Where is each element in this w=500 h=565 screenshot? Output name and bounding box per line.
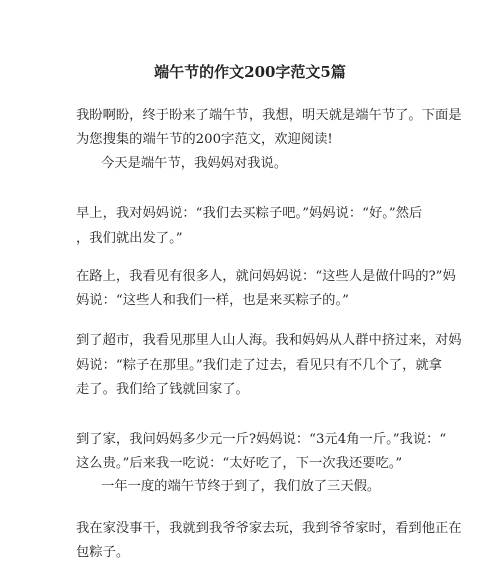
paragraph-line: 一年一度的端午节终于到了，我们放了三天假。	[101, 479, 381, 494]
document-title: 端午节的作文200字范文5篇	[154, 63, 346, 81]
paragraph-line: 这么贵。”后来我一吃说：“太好吃了，下一次我还要吃。”	[76, 456, 403, 471]
paragraph-line: 妈说：“粽子在那里。”我们走了过去，看见只有不几个了，就拿	[76, 358, 442, 373]
paragraph-line: 在路上，我看见有很多人，就问妈妈说：“这些人是做什吗的?”妈	[76, 269, 456, 284]
paragraph-line: 早上，我对妈妈说：“我们去买粽子吧。”妈妈说：“好。”然后	[76, 206, 423, 221]
paragraph-line: 包粽子。	[76, 545, 130, 560]
paragraph-line: 走了。我们给了钱就回家了。	[76, 382, 249, 397]
paragraph-line: 到了超市，我看见那里人山人海。我和妈妈从人群中挤过来，对妈	[76, 333, 462, 348]
paragraph-line: 今天是端午节，我妈妈对我说。	[101, 156, 288, 171]
paragraph-line: 妈说：“这些人和我们一样，也是来买粽子的。”	[76, 293, 349, 308]
paragraph-line: ，我们就出发了。”	[76, 231, 183, 246]
paragraph-line: 到了家，我问妈妈多少元一斤?妈妈说：“3元4角一斤。”我说：“	[76, 432, 447, 447]
paragraph-line: 为您搜集的端午节的200字范文，欢迎阅读!	[76, 132, 333, 147]
paragraph-line: 我盼啊盼，终于盼来了端午节，我想，明天就是端午节了。下面是	[76, 108, 462, 123]
paragraph-line: 我在家没事干，我就到我爷爷家去玩，我到爷爷家时，看到他正在	[76, 521, 462, 536]
